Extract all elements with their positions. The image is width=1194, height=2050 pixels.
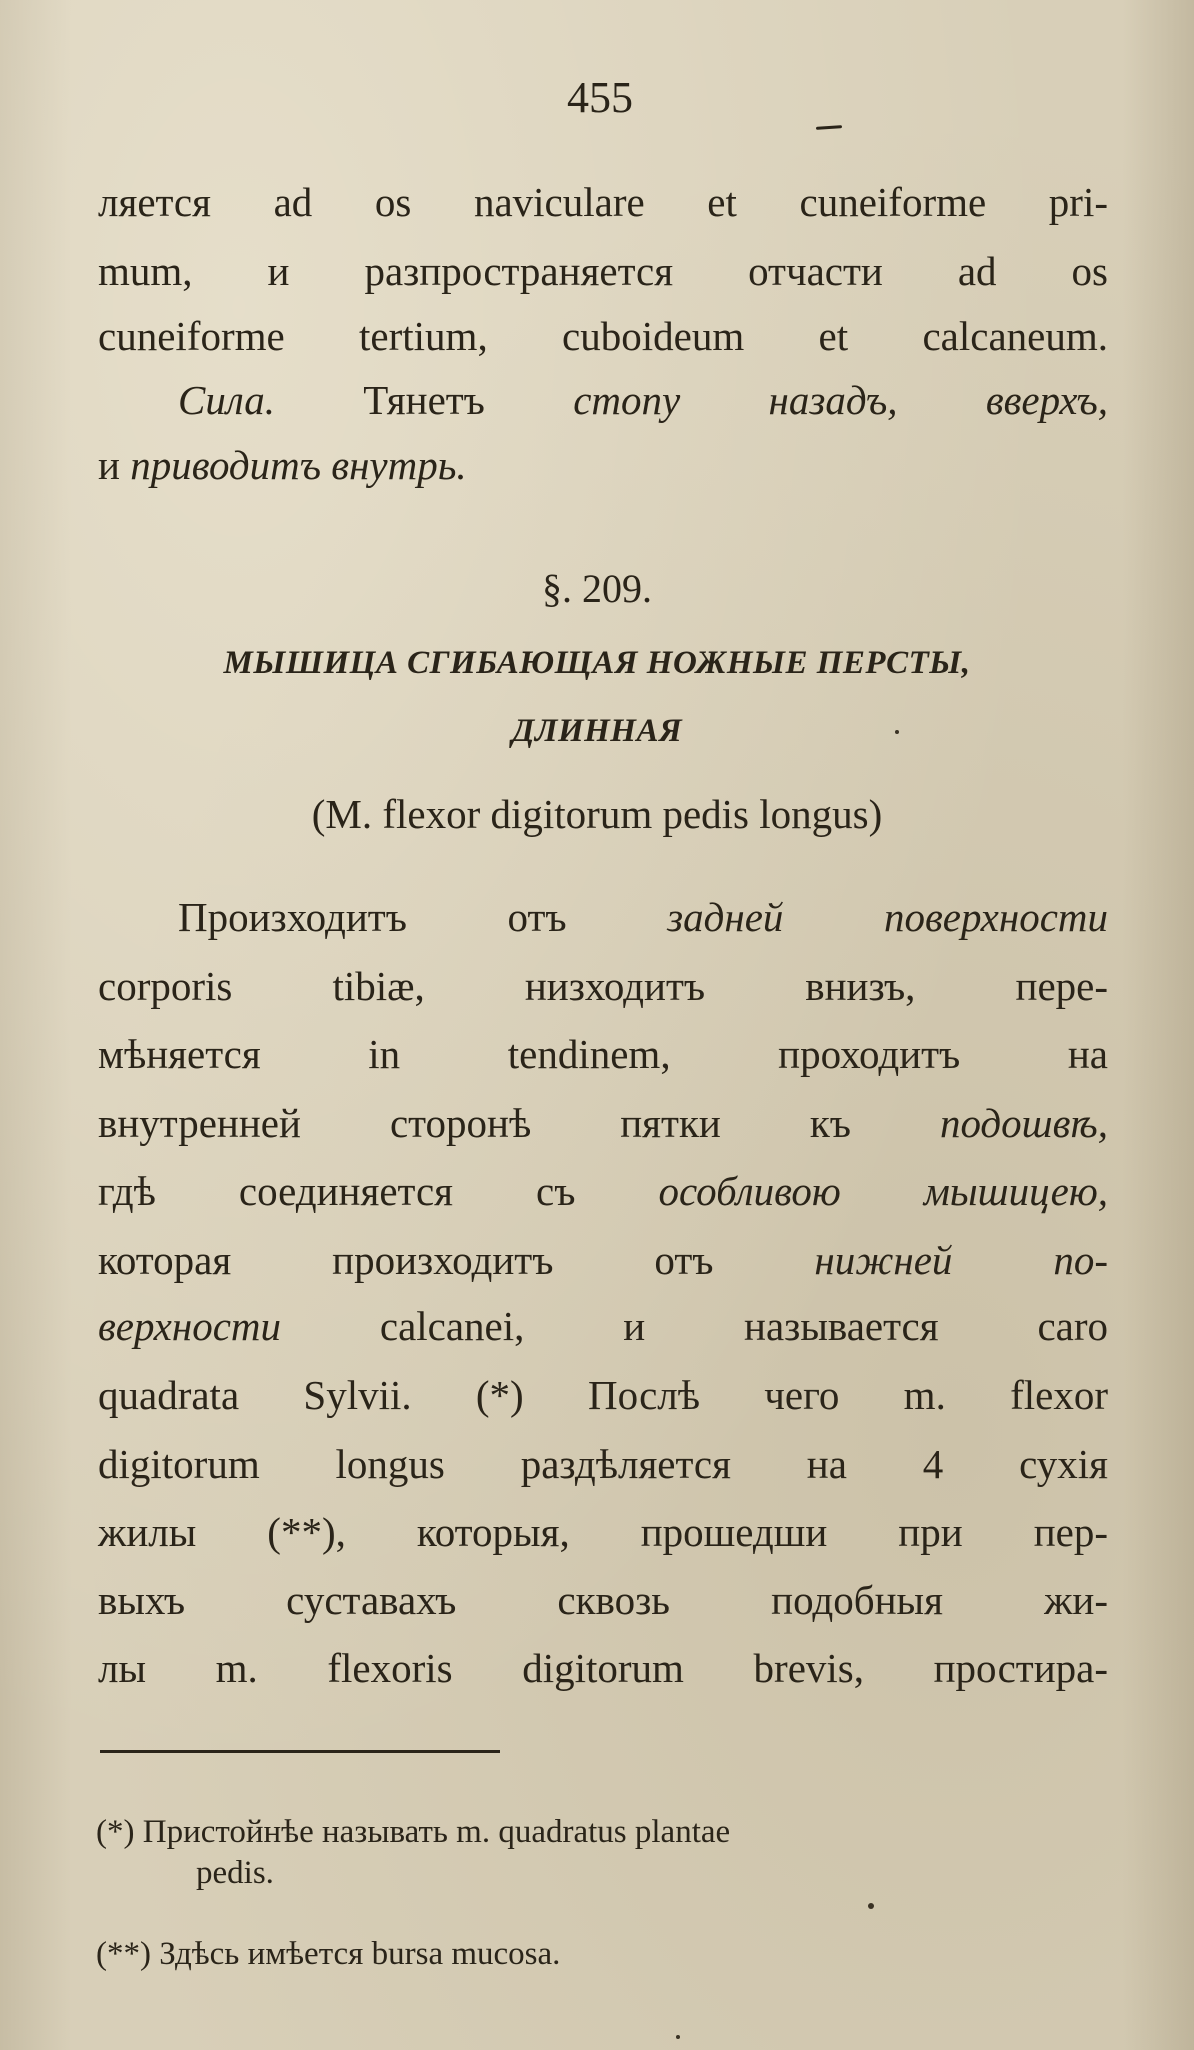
ink-speck [676,2035,680,2039]
footnote [96,1934,560,1975]
text-line: digitorum longus раздѣляется на 4 сухія [98,1441,1108,1487]
text-line: corporis tibiæ, низходитъ внизъ, пере- [98,963,1108,1009]
text-line: quadrata Sylvii. (*) Послѣ чего m. flexor [98,1372,1108,1418]
text-line [98,442,1108,488]
text-line [98,1303,1108,1349]
force-conj: и [98,442,120,488]
text-segment: подошвѣ, [939,1100,1108,1146]
text-line: mum, и разпространяется отчасти ad os [98,248,1108,294]
footnote [96,1812,730,1895]
text-segment: calcanei, и называется caro [379,1303,1108,1349]
text-segment: Произходитъ отъ [178,894,567,940]
text-line: лы m. flexoris digitorum brevis, простира- [98,1645,1108,1691]
muscle-title: МЫШИЦА СГИБАЮЩАЯ НОЖНЫЕ ПЕРСТЫ, [223,645,971,681]
latin-name: (M. flexor digitorum pedis longus) [311,791,883,837]
text-line [98,1100,1108,1146]
ink-speck [868,1903,874,1909]
muscle-title: ДЛИННАЯ [511,713,683,749]
page-number: 455 [567,73,633,122]
text-segment: которая произходитъ отъ [98,1237,714,1283]
decorative-mark [816,125,842,130]
text-line: жилы (**), которыя, прошедши при пер- [98,1509,1108,1555]
text-line: cuneiforme tertium, cuboideum et calcaneum. [98,313,1108,359]
force-verb: Тянетъ [363,377,485,423]
footnote-text: Пристойнѣе называть m. quadratus plantae [142,1814,731,1850]
force-italic: приводитъ внутрь. [130,442,467,488]
ink-speck [895,730,899,734]
text-segment: особливою мышицею, [658,1168,1108,1214]
text-segment: нижней по- [814,1237,1108,1283]
force-line [98,377,1109,423]
footnote-rule [100,1750,500,1753]
footnote-text: Здѣсь имѣется bursa mucosa. [159,1936,561,1972]
footnote-marker: (**) [96,1936,151,1972]
force-italic: стопу назадъ, вверхъ, [573,377,1109,423]
text-segment: верхности [98,1303,282,1349]
footnote-continuation: pedis. [196,1855,274,1892]
text-line: ляется ad os naviculare et cuneiforme pri- [98,179,1108,225]
text-line [98,1237,1108,1283]
footnote-marker: (*) [96,1814,135,1850]
section-number: §. 209. [542,566,652,611]
text-segment: задней поверхности [667,894,1108,940]
text-segment: гдѣ соединяется съ [98,1168,576,1214]
text-segment: внутренней сторонѣ пятки къ [98,1100,851,1146]
text-line [98,894,1108,940]
text-line: мѣняется in tendinem, проходитъ на [98,1031,1108,1077]
force-label: Сила. [178,377,275,423]
text-line [98,1168,1108,1214]
text-line: выхъ суставахъ сквозь подобныя жи- [98,1577,1108,1623]
